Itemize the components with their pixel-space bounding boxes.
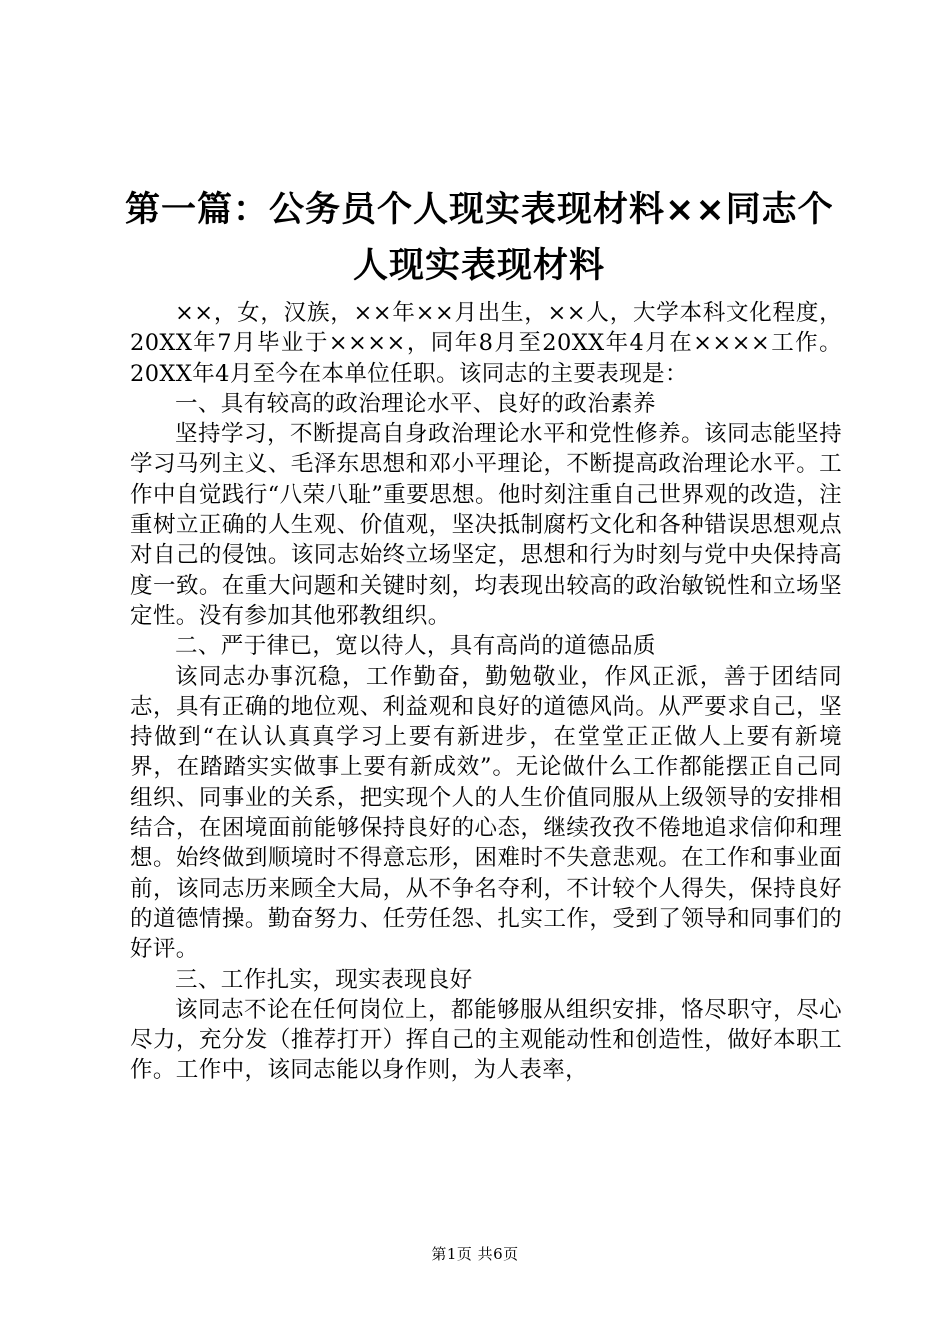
title-line-2: 人现实表现材料 <box>352 246 605 286</box>
section-heading-1: 一、具有较高的政治理论水平、良好的政治素养 <box>175 390 656 417</box>
intro-paragraph: ××，女，汉族，××年××月出生，××人，大学本科文化程度，20XX年7月毕业于××××，同年8月至20XX年4月在××××工作。20XX年4月至今在本单位任职。该同志的主要表现是： <box>130 300 842 387</box>
section-paragraph-3: 该同志不论在任何岗位上，都能够服从组织安排，恪尽职守，尽心尽力，充分发（推荐打开）挥自己的主观能动性和创造性，做好本职工作。工作中，该同志能以身作则，为人表率， <box>130 996 842 1084</box>
title-line-1: 第一篇：公务员个人现实表现材料××同志个 <box>125 190 834 230</box>
section-heading-2: 二、严于律已，宽以待人，具有高尚的道德品质 <box>175 633 656 660</box>
section-paragraph-1: 坚持学习，不断提高自身政治理论水平和党性修养。该同志能坚持学习马列主义、毛泽东思想和邓小平理论，不断提高政治理论水平。工作中自觉践行“八荣八耻”重要思想。他时刻注重自己世界观的改造，注重树立正确的人生观、价值观，坚决抵制腐朽文化和各种错误思想观点对自己的侵蚀。该同志始终立场坚定，思想和行为时刻与党中央保持高度一致。在重大问题和关键时刻，均表现出较高的政治敏锐性和立场坚定性。没有参加其他邪教组织。 <box>130 421 842 629</box>
section-heading-3: 三、工作扎实，现实表现良好 <box>175 966 473 993</box>
page-footer <box>0 1244 950 1264</box>
section-paragraph-2: 该同志办事沉稳，工作勤奋，勤勉敬业，作风正派，善于团结同志，具有正确的地位观、利益观和良好的道德风尚。从严要求自己，坚持做到“在认认真真学习上要有新进步，在堂堂正正做人上要有新境界，在踏踏实实做事上要有新成效”。无论做什么工作都能摆正自己同组织、同事业的关系，把实现个人的人生价值同服从上级领导的安排相结合，在困境面前能够保持良好的心态，继续孜孜不倦地追求信仰和理想。始终做到顺境时不得意忘形，困难时不失意悲观。在工作和事业面前，该同志历来顾全大局，从不争名夺利，不计较个人得失，保持良好的道德情操。勤奋努力、任劳任怨、扎实工作，受到了领导和同事们的好评。 <box>130 663 842 963</box>
document-body <box>130 298 842 1086</box>
page-number: 第1页 共6页 <box>431 1245 519 1263</box>
document-title <box>125 182 833 294</box>
